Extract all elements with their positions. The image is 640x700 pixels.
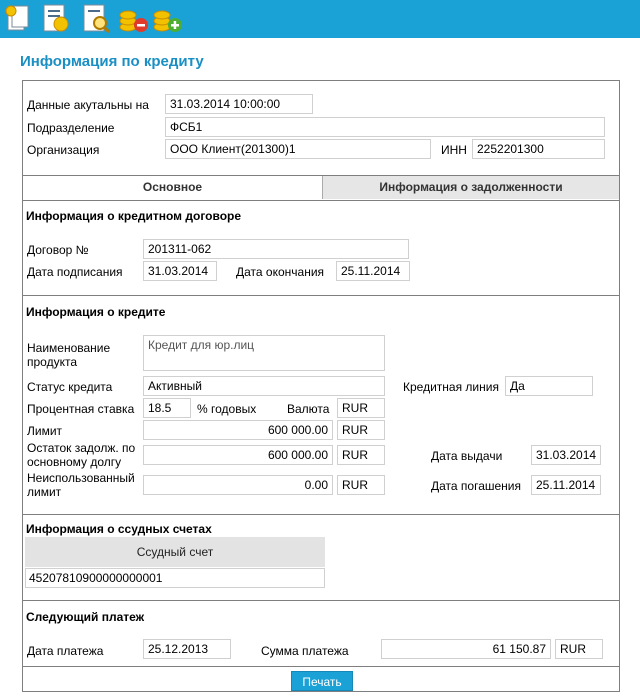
rate-unit-label: % годовых [197, 402, 257, 416]
balance-currency-field[interactable]: RUR [337, 445, 385, 465]
payment-date-field[interactable]: 25.12.2013 [143, 639, 231, 659]
search-document-icon[interactable] [80, 3, 112, 33]
limit-field[interactable]: 600 000.00 [143, 420, 333, 440]
issue-date-field[interactable]: 31.03.2014 [531, 445, 601, 465]
currency-field[interactable]: RUR [337, 398, 385, 418]
limit-label: Лимит [27, 424, 63, 438]
coins-add-icon[interactable] [152, 3, 184, 33]
contract-section-title: Информация о кредитном договоре [26, 209, 242, 223]
repay-date-label: Дата погашения [431, 479, 521, 493]
product-field[interactable]: Кредит для юр.лиц [143, 335, 385, 371]
unused-limit-label: Неиспользованный лимит [27, 471, 135, 499]
new-document-icon[interactable] [2, 3, 34, 33]
sign-date-field[interactable]: 31.03.2014 [143, 261, 217, 281]
payment-date-label: Дата платежа [27, 644, 104, 658]
print-button[interactable]: Печать [291, 671, 353, 691]
unused-currency-field[interactable]: RUR [337, 475, 385, 495]
credit-line-label: Кредитная линия [403, 380, 499, 394]
unused-limit-field[interactable]: 0.00 [143, 475, 333, 495]
toolbar [0, 0, 640, 38]
inn-label: ИНН [441, 143, 467, 157]
table-row[interactable]: 45207810900000000001 [25, 568, 325, 588]
tab-main[interactable]: Основное [23, 176, 323, 199]
repay-date-field[interactable]: 25.11.2014 [531, 475, 601, 495]
balance-field[interactable]: 600 000.00 [143, 445, 333, 465]
invoice-money-icon[interactable] [40, 3, 72, 33]
data-actual-label: Данные акутальны на [27, 98, 149, 112]
page-title: Информация по кредиту [20, 53, 204, 70]
product-label: Наименование продукта [27, 341, 111, 369]
currency-label: Валюта [287, 402, 330, 416]
balance-label: Остаток задолж. по основному долгу [27, 441, 136, 469]
sign-date-label: Дата подписания [27, 265, 123, 279]
status-label: Статус кредита [27, 380, 113, 394]
credit-section-title: Информация о кредите [26, 305, 166, 319]
data-actual-field[interactable]: 31.03.2014 10:00:00 [165, 94, 313, 114]
division-field[interactable]: ФСБ1 [165, 117, 605, 137]
limit-currency-field[interactable]: RUR [337, 420, 385, 440]
loan-accounts-section-title: Информация о ссудных счетах [26, 522, 212, 536]
next-payment-section-title: Следующий платеж [26, 610, 145, 624]
status-field[interactable]: Активный [143, 376, 385, 396]
credit-line-field[interactable]: Да [505, 376, 593, 396]
organization-field[interactable]: ООО Клиент(201300)1 [165, 139, 431, 159]
coins-remove-icon[interactable] [118, 3, 150, 33]
rate-label: Процентная ставка [27, 402, 135, 416]
end-date-label: Дата окончания [236, 265, 325, 279]
payment-amount-label: Сумма платежа [261, 644, 349, 658]
credit-info-panel [22, 80, 620, 692]
payment-amount-field[interactable]: 61 150.87 [381, 639, 551, 659]
rate-field[interactable]: 18.5 [143, 398, 191, 418]
contract-no-field[interactable]: 201311-062 [143, 239, 409, 259]
end-date-field[interactable]: 25.11.2014 [336, 261, 410, 281]
organization-label: Организация [27, 143, 100, 157]
tab-debt-info[interactable]: Информация о задолженности [323, 176, 619, 199]
loan-account-column-header[interactable]: Ссудный счет [25, 537, 325, 567]
issue-date-label: Дата выдачи [431, 449, 503, 463]
payment-currency-field[interactable]: RUR [555, 639, 603, 659]
division-label: Подразделение [27, 121, 115, 135]
contract-no-label: Договор № [27, 243, 89, 257]
inn-field[interactable]: 2252201300 [472, 139, 605, 159]
